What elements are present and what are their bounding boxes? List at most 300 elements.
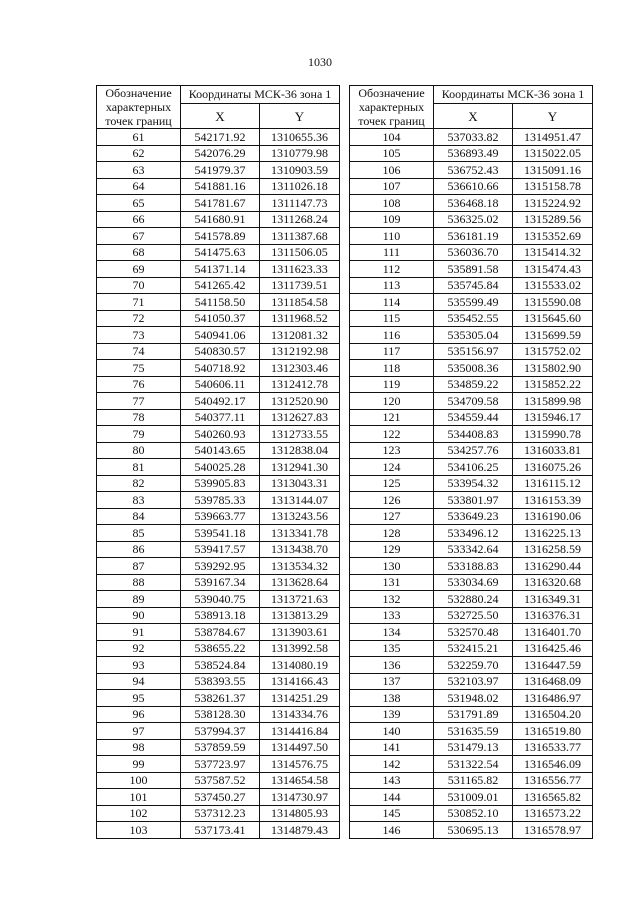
x-coordinate-cell: 536325.02	[434, 211, 513, 228]
x-coordinate-cell: 539292.95	[181, 558, 260, 575]
table-row	[350, 244, 593, 261]
table-row	[97, 756, 340, 773]
y-coordinate-cell: 1315990.78	[513, 426, 593, 443]
point-number-cell: 130	[350, 558, 434, 575]
y-coordinate-cell: 1310903.59	[260, 162, 340, 179]
table-row	[350, 541, 593, 558]
table-row	[97, 558, 340, 575]
point-number-cell: 65	[97, 195, 181, 212]
point-number-cell: 122	[350, 426, 434, 443]
x-coordinate-cell: 533034.69	[434, 574, 513, 591]
table-row	[350, 591, 593, 608]
y-coordinate-cell: 1313721.63	[260, 591, 340, 608]
x-coordinate-cell: 537994.37	[181, 723, 260, 740]
table-row	[97, 541, 340, 558]
point-number-cell: 77	[97, 393, 181, 410]
table-row	[350, 558, 593, 575]
x-coordinate-cell: 539417.57	[181, 541, 260, 558]
x-coordinate-cell: 539905.83	[181, 475, 260, 492]
table-row	[97, 228, 340, 245]
x-coordinate-cell: 537587.52	[181, 772, 260, 789]
point-number-cell: 84	[97, 508, 181, 525]
point-number-cell: 78	[97, 409, 181, 426]
y-coordinate-cell: 1311026.18	[260, 178, 340, 195]
table-row	[97, 772, 340, 789]
point-number-cell: 145	[350, 805, 434, 822]
point-number-cell: 102	[97, 805, 181, 822]
point-number-cell: 128	[350, 525, 434, 542]
point-number-cell: 73	[97, 327, 181, 344]
y-coordinate-cell: 1315590.08	[513, 294, 593, 311]
y-coordinate-cell: 1312838.04	[260, 442, 340, 459]
y-coordinate-cell: 1314416.84	[260, 723, 340, 740]
y-coordinate-cell: 1314166.43	[260, 673, 340, 690]
point-number-cell: 103	[97, 822, 181, 839]
point-number-cell: 99	[97, 756, 181, 773]
x-coordinate-cell: 532880.24	[434, 591, 513, 608]
y-coordinate-cell: 1315699.59	[513, 327, 593, 344]
x-coordinate-cell: 530695.13	[434, 822, 513, 839]
x-coordinate-cell: 541475.63	[181, 244, 260, 261]
table-row	[350, 327, 593, 344]
point-number-cell: 112	[350, 261, 434, 278]
x-coordinate-cell: 539167.34	[181, 574, 260, 591]
x-coordinate-cell: 540830.57	[181, 343, 260, 360]
table-row	[350, 393, 593, 410]
point-number-cell: 123	[350, 442, 434, 459]
y-coordinate-cell: 1316573.22	[513, 805, 593, 822]
point-number-cell: 93	[97, 657, 181, 674]
point-number-cell: 108	[350, 195, 434, 212]
x-coordinate-cell: 535891.58	[434, 261, 513, 278]
point-number-cell: 76	[97, 376, 181, 393]
table-row	[350, 228, 593, 245]
x-coordinate-cell: 534859.22	[434, 376, 513, 393]
point-number-cell: 71	[97, 294, 181, 311]
point-column-header: Обозначение характерных точек границ	[350, 86, 434, 129]
point-number-cell: 87	[97, 558, 181, 575]
y-coordinate-cell: 1316153.39	[513, 492, 593, 509]
y-coordinate-cell: 1316320.68	[513, 574, 593, 591]
x-coordinate-cell: 536181.19	[434, 228, 513, 245]
table-row	[97, 162, 340, 179]
table-row	[97, 822, 340, 839]
point-number-cell: 86	[97, 541, 181, 558]
x-column-header: X	[434, 104, 513, 129]
point-number-cell: 88	[97, 574, 181, 591]
y-coordinate-cell: 1313903.61	[260, 624, 340, 641]
y-coordinate-cell: 1313628.64	[260, 574, 340, 591]
point-number-cell: 138	[350, 690, 434, 707]
x-coordinate-cell: 537173.41	[181, 822, 260, 839]
point-number-cell: 136	[350, 657, 434, 674]
table-row	[97, 178, 340, 195]
x-coordinate-cell: 532103.97	[434, 673, 513, 690]
point-column-header: Обозначение характерных точек границ	[97, 86, 181, 129]
point-number-cell: 96	[97, 706, 181, 723]
x-coordinate-cell: 531635.59	[434, 723, 513, 740]
table-row	[97, 310, 340, 327]
y-coordinate-cell: 1314805.93	[260, 805, 340, 822]
x-coordinate-cell: 531948.02	[434, 690, 513, 707]
y-coordinate-cell: 1316504.20	[513, 706, 593, 723]
point-number-cell: 106	[350, 162, 434, 179]
coordinates-table-right	[349, 85, 593, 839]
table-row	[350, 343, 593, 360]
x-coordinate-cell: 535156.97	[434, 343, 513, 360]
point-number-cell: 135	[350, 640, 434, 657]
table-row	[97, 739, 340, 756]
x-coordinate-cell: 539040.75	[181, 591, 260, 608]
point-number-cell: 119	[350, 376, 434, 393]
table-row	[350, 624, 593, 641]
point-number-cell: 116	[350, 327, 434, 344]
table-row	[97, 409, 340, 426]
y-coordinate-cell: 1316468.09	[513, 673, 593, 690]
table-row	[350, 789, 593, 806]
x-coordinate-cell: 539541.18	[181, 525, 260, 542]
point-number-cell: 146	[350, 822, 434, 839]
table-row	[350, 574, 593, 591]
y-column-header: Y	[513, 104, 593, 129]
y-coordinate-cell: 1315752.02	[513, 343, 593, 360]
y-coordinate-cell: 1314576.75	[260, 756, 340, 773]
y-coordinate-cell: 1315946.17	[513, 409, 593, 426]
table-row	[350, 607, 593, 624]
x-coordinate-cell: 535452.55	[434, 310, 513, 327]
point-number-cell: 131	[350, 574, 434, 591]
x-coordinate-cell: 534106.25	[434, 459, 513, 476]
x-coordinate-cell: 534257.76	[434, 442, 513, 459]
point-number-cell: 98	[97, 739, 181, 756]
table-row	[97, 211, 340, 228]
table-row	[97, 442, 340, 459]
point-number-cell: 107	[350, 178, 434, 195]
x-coordinate-cell: 533649.23	[434, 508, 513, 525]
table-row	[350, 442, 593, 459]
table-row	[350, 756, 593, 773]
y-coordinate-cell: 1313243.56	[260, 508, 340, 525]
table-row	[97, 475, 340, 492]
point-number-cell: 70	[97, 277, 181, 294]
table-row	[350, 310, 593, 327]
y-coordinate-cell: 1312303.46	[260, 360, 340, 377]
point-number-cell: 74	[97, 343, 181, 360]
x-coordinate-cell: 538524.84	[181, 657, 260, 674]
x-coordinate-cell: 538261.37	[181, 690, 260, 707]
table-row	[350, 673, 593, 690]
point-number-cell: 63	[97, 162, 181, 179]
x-coordinate-cell: 534408.83	[434, 426, 513, 443]
point-number-cell: 81	[97, 459, 181, 476]
page-number: 1030	[308, 55, 332, 69]
point-number-cell: 143	[350, 772, 434, 789]
x-coordinate-cell: 541881.16	[181, 178, 260, 195]
point-number-cell: 111	[350, 244, 434, 261]
x-coordinate-cell: 541979.37	[181, 162, 260, 179]
x-coordinate-cell: 535305.04	[434, 327, 513, 344]
table-row	[97, 277, 340, 294]
x-column-header: X	[181, 104, 260, 129]
point-number-cell: 82	[97, 475, 181, 492]
table-row	[350, 145, 593, 162]
point-number-cell: 75	[97, 360, 181, 377]
y-coordinate-cell: 1314080.19	[260, 657, 340, 674]
y-coordinate-cell: 1312192.98	[260, 343, 340, 360]
table-body-right	[350, 129, 593, 839]
table-row	[350, 376, 593, 393]
x-coordinate-cell: 531009.01	[434, 789, 513, 806]
point-number-cell: 83	[97, 492, 181, 509]
y-coordinate-cell: 1315474.43	[513, 261, 593, 278]
table-row	[97, 261, 340, 278]
point-number-cell: 117	[350, 343, 434, 360]
table-body-left	[97, 129, 340, 839]
table-row	[97, 673, 340, 690]
x-coordinate-cell: 539785.33	[181, 492, 260, 509]
point-number-cell: 132	[350, 591, 434, 608]
y-coordinate-cell: 1316486.97	[513, 690, 593, 707]
x-coordinate-cell: 531479.13	[434, 739, 513, 756]
table-row	[350, 360, 593, 377]
point-number-cell: 142	[350, 756, 434, 773]
y-coordinate-cell: 1314730.97	[260, 789, 340, 806]
y-column-header: Y	[260, 104, 340, 129]
x-coordinate-cell: 538393.55	[181, 673, 260, 690]
x-coordinate-cell: 540260.93	[181, 426, 260, 443]
table-row	[97, 393, 340, 410]
y-coordinate-cell: 1311968.52	[260, 310, 340, 327]
coordinates-table-left	[96, 85, 340, 839]
x-coordinate-cell: 540941.06	[181, 327, 260, 344]
x-coordinate-cell: 540143.65	[181, 442, 260, 459]
y-coordinate-cell: 1311623.33	[260, 261, 340, 278]
table-row	[350, 508, 593, 525]
x-coordinate-cell: 533342.64	[434, 541, 513, 558]
x-coordinate-cell: 532415.21	[434, 640, 513, 657]
y-coordinate-cell: 1315852.22	[513, 376, 593, 393]
x-coordinate-cell: 542171.92	[181, 129, 260, 146]
point-number-cell: 134	[350, 624, 434, 641]
table-row	[350, 294, 593, 311]
y-coordinate-cell: 1311147.73	[260, 195, 340, 212]
table-row	[350, 409, 593, 426]
point-number-cell: 62	[97, 145, 181, 162]
table-row	[97, 723, 340, 740]
table-row	[97, 426, 340, 443]
table-row	[97, 640, 340, 657]
point-number-cell: 105	[350, 145, 434, 162]
y-coordinate-cell: 1315414.32	[513, 244, 593, 261]
x-coordinate-cell: 540377.11	[181, 409, 260, 426]
x-coordinate-cell: 535599.49	[434, 294, 513, 311]
table-row	[97, 657, 340, 674]
point-number-cell: 95	[97, 690, 181, 707]
point-number-cell: 61	[97, 129, 181, 146]
table-row	[97, 690, 340, 707]
coordinates-header: Координаты МСК-36 зона 1	[434, 86, 593, 104]
point-number-cell: 118	[350, 360, 434, 377]
point-number-cell: 68	[97, 244, 181, 261]
point-number-cell: 127	[350, 508, 434, 525]
point-number-cell: 121	[350, 409, 434, 426]
x-coordinate-cell: 531791.89	[434, 706, 513, 723]
table-row	[97, 343, 340, 360]
y-coordinate-cell: 1316447.59	[513, 657, 593, 674]
x-coordinate-cell: 533954.32	[434, 475, 513, 492]
x-coordinate-cell: 537033.82	[434, 129, 513, 146]
x-coordinate-cell: 536893.49	[434, 145, 513, 162]
x-coordinate-cell: 535745.84	[434, 277, 513, 294]
x-coordinate-cell: 536610.66	[434, 178, 513, 195]
table-row	[97, 607, 340, 624]
x-coordinate-cell: 541781.67	[181, 195, 260, 212]
y-coordinate-cell: 1316519.80	[513, 723, 593, 740]
table-row	[97, 195, 340, 212]
table-row	[350, 261, 593, 278]
x-coordinate-cell: 537723.97	[181, 756, 260, 773]
x-coordinate-cell: 537312.23	[181, 805, 260, 822]
point-number-cell: 94	[97, 673, 181, 690]
y-coordinate-cell: 1316425.46	[513, 640, 593, 657]
table-row	[350, 805, 593, 822]
y-coordinate-cell: 1310779.98	[260, 145, 340, 162]
y-coordinate-cell: 1316565.82	[513, 789, 593, 806]
table-row	[350, 525, 593, 542]
table-row	[350, 690, 593, 707]
point-number-cell: 110	[350, 228, 434, 245]
table-row	[97, 129, 340, 146]
table-row	[97, 789, 340, 806]
point-number-cell: 109	[350, 211, 434, 228]
point-number-cell: 72	[97, 310, 181, 327]
x-coordinate-cell: 531165.82	[434, 772, 513, 789]
point-number-cell: 133	[350, 607, 434, 624]
x-coordinate-cell: 540606.11	[181, 376, 260, 393]
x-coordinate-cell: 537859.59	[181, 739, 260, 756]
x-coordinate-cell: 535008.36	[434, 360, 513, 377]
table-row	[97, 145, 340, 162]
y-coordinate-cell: 1314879.43	[260, 822, 340, 839]
y-coordinate-cell: 1312941.30	[260, 459, 340, 476]
point-number-cell: 85	[97, 525, 181, 542]
x-coordinate-cell: 536036.70	[434, 244, 513, 261]
table-row	[97, 508, 340, 525]
y-coordinate-cell: 1316533.77	[513, 739, 593, 756]
x-coordinate-cell: 542076.29	[181, 145, 260, 162]
y-coordinate-cell: 1315022.05	[513, 145, 593, 162]
table-row	[97, 574, 340, 591]
y-coordinate-cell: 1316115.12	[513, 475, 593, 492]
y-coordinate-cell: 1316075.26	[513, 459, 593, 476]
x-coordinate-cell: 530852.10	[434, 805, 513, 822]
x-coordinate-cell: 540718.92	[181, 360, 260, 377]
y-coordinate-cell: 1315533.02	[513, 277, 593, 294]
x-coordinate-cell: 538128.30	[181, 706, 260, 723]
point-number-cell: 144	[350, 789, 434, 806]
x-coordinate-cell: 541158.50	[181, 294, 260, 311]
point-number-cell: 92	[97, 640, 181, 657]
y-coordinate-cell: 1315289.56	[513, 211, 593, 228]
table-row	[350, 426, 593, 443]
table-row	[97, 525, 340, 542]
x-coordinate-cell: 537450.27	[181, 789, 260, 806]
y-coordinate-cell: 1316376.31	[513, 607, 593, 624]
y-coordinate-cell: 1314334.76	[260, 706, 340, 723]
table-row	[97, 244, 340, 261]
y-coordinate-cell: 1315158.78	[513, 178, 593, 195]
point-number-cell: 100	[97, 772, 181, 789]
x-coordinate-cell: 541265.42	[181, 277, 260, 294]
point-number-cell: 90	[97, 607, 181, 624]
point-number-cell: 89	[97, 591, 181, 608]
y-coordinate-cell: 1312733.55	[260, 426, 340, 443]
x-coordinate-cell: 533496.12	[434, 525, 513, 542]
point-number-cell: 66	[97, 211, 181, 228]
x-coordinate-cell: 532725.50	[434, 607, 513, 624]
y-coordinate-cell: 1314497.50	[260, 739, 340, 756]
y-coordinate-cell: 1316578.97	[513, 822, 593, 839]
point-number-cell: 139	[350, 706, 434, 723]
point-number-cell: 67	[97, 228, 181, 245]
table-row	[97, 805, 340, 822]
y-coordinate-cell: 1313438.70	[260, 541, 340, 558]
y-coordinate-cell: 1312520.90	[260, 393, 340, 410]
point-number-cell: 79	[97, 426, 181, 443]
point-number-cell: 124	[350, 459, 434, 476]
y-coordinate-cell: 1316190.06	[513, 508, 593, 525]
table-row	[350, 459, 593, 476]
x-coordinate-cell: 538784.67	[181, 624, 260, 641]
y-coordinate-cell: 1315899.98	[513, 393, 593, 410]
y-coordinate-cell: 1311387.68	[260, 228, 340, 245]
point-number-cell: 137	[350, 673, 434, 690]
table-row	[97, 492, 340, 509]
table-row	[350, 178, 593, 195]
y-coordinate-cell: 1315645.60	[513, 310, 593, 327]
y-coordinate-cell: 1313144.07	[260, 492, 340, 509]
y-coordinate-cell: 1313992.58	[260, 640, 340, 657]
x-coordinate-cell: 533188.83	[434, 558, 513, 575]
table-row	[350, 739, 593, 756]
table-row	[350, 772, 593, 789]
y-coordinate-cell: 1313043.31	[260, 475, 340, 492]
y-coordinate-cell: 1313341.78	[260, 525, 340, 542]
coordinates-header: Координаты МСК-36 зона 1	[181, 86, 340, 104]
x-coordinate-cell: 531322.54	[434, 756, 513, 773]
y-coordinate-cell: 1311739.51	[260, 277, 340, 294]
point-number-cell: 141	[350, 739, 434, 756]
x-coordinate-cell: 540492.17	[181, 393, 260, 410]
y-coordinate-cell: 1311854.58	[260, 294, 340, 311]
y-coordinate-cell: 1310655.36	[260, 129, 340, 146]
point-number-cell: 129	[350, 541, 434, 558]
table-row	[350, 723, 593, 740]
x-coordinate-cell: 538913.18	[181, 607, 260, 624]
table-row	[350, 706, 593, 723]
y-coordinate-cell: 1314951.47	[513, 129, 593, 146]
point-number-cell: 140	[350, 723, 434, 740]
table-row	[97, 706, 340, 723]
table-row	[350, 162, 593, 179]
x-coordinate-cell: 534709.58	[434, 393, 513, 410]
y-coordinate-cell: 1311268.24	[260, 211, 340, 228]
point-number-cell: 69	[97, 261, 181, 278]
table-row	[350, 211, 593, 228]
y-coordinate-cell: 1315091.16	[513, 162, 593, 179]
y-coordinate-cell: 1315224.92	[513, 195, 593, 212]
y-coordinate-cell: 1314654.58	[260, 772, 340, 789]
